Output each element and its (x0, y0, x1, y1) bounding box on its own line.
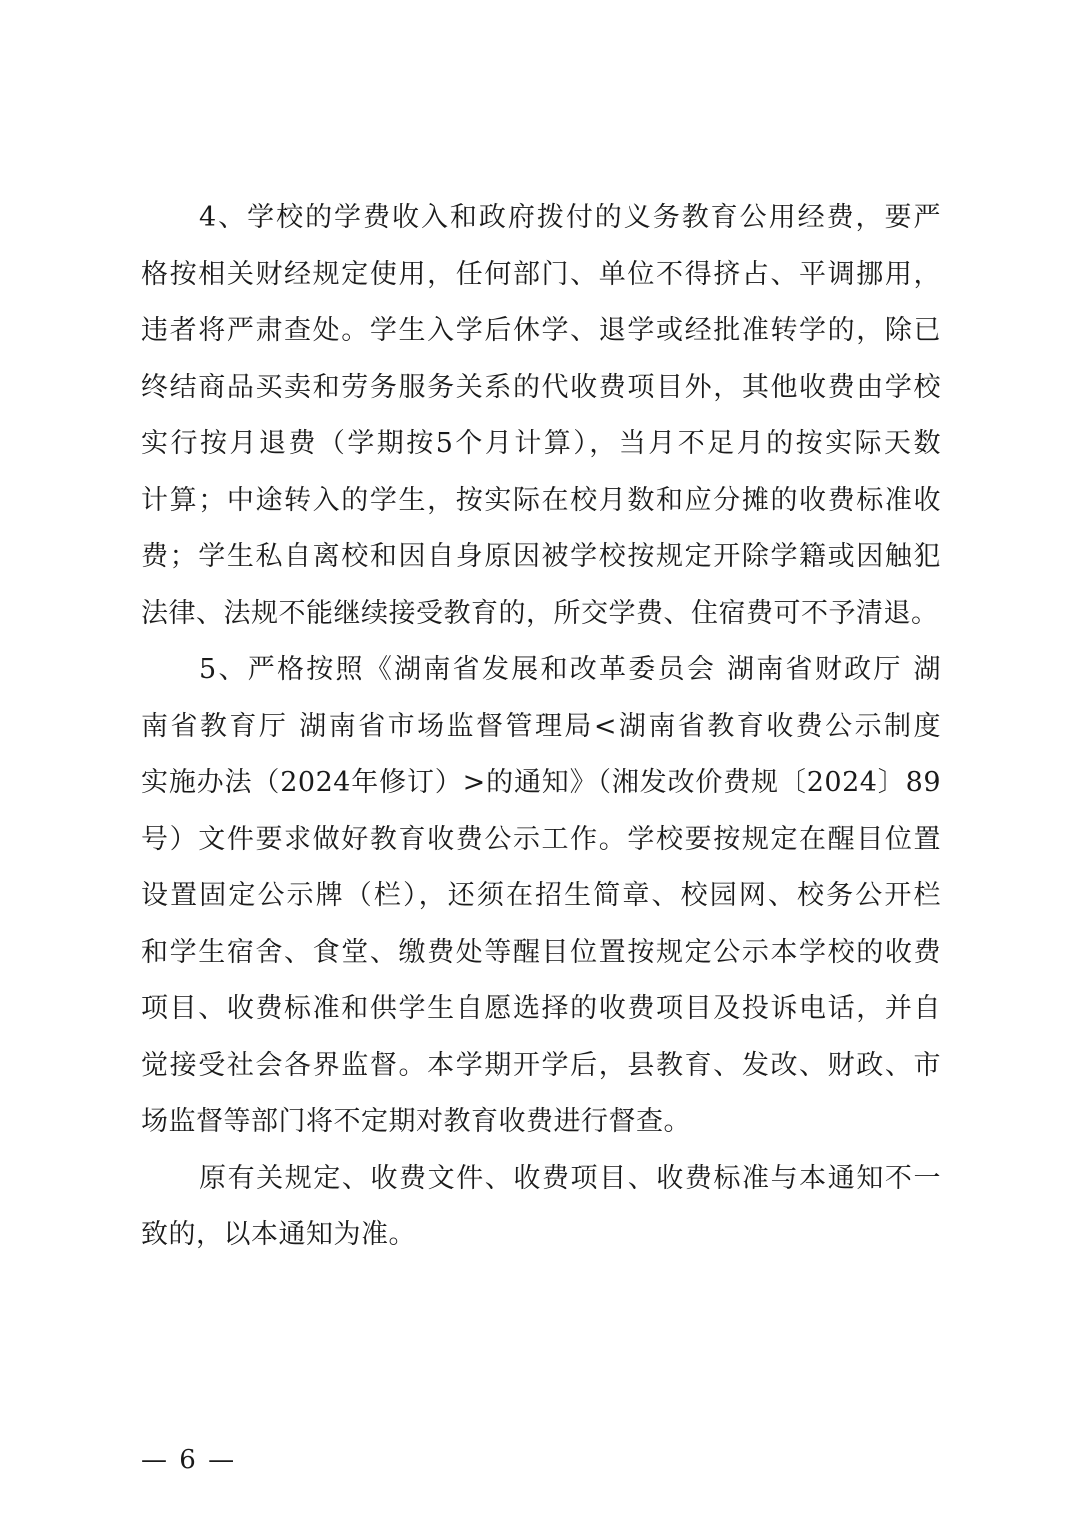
paragraph-4-line-6: 计算；中途转入的学生，按实际在校月数和应分摊的收费标准收 (141, 484, 941, 516)
body-text (141, 190, 941, 1264)
paragraph-4-line-7: 费；学生私自离校和因自身原因被学校按规定开除学籍或因触犯 (141, 541, 941, 572)
closing-paragraph-line-1: 原有关规定、收费文件、收费项目、收费标准与本通知不一 (199, 1162, 941, 1194)
paragraph-4-line-2: 格按相关财经规定使用，任何部门、单位不得挤占、平调挪用， (141, 258, 941, 290)
paragraph-5-line-6: 和学生宿舍、食堂、缴费处等醒目位置按规定公示本学校的收费 (141, 936, 941, 968)
paragraph-5-line-4: 号）文件要求做好教育收费公示工作。学校要按规定在醒目位置 (141, 823, 941, 855)
paragraph-5-line-1: 5、严格按照《湖南省发展和改革委员会 湖南省财政厅 湖 (199, 654, 941, 685)
paragraph-5-line-5: 设置固定公示牌（栏），还须在招生简章、校园网、校务公开栏 (141, 880, 941, 911)
paragraph-4-line-1: 4、学校的学费收入和政府拨付的义务教育公用经费，要严 (199, 202, 941, 233)
paragraph-5-line-9: 场监督等部门将不定期对教育收费进行督查。 (141, 1106, 691, 1137)
paragraph-5-line-7: 项目、收费标准和供学生自愿选择的收费项目及投诉电话，并自 (141, 993, 941, 1024)
paragraph-4-line-3: 违者将严肃查处。学生入学后休学、退学或经批准转学的，除已 (141, 315, 941, 346)
paragraph-4-line-4: 终结商品买卖和劳务服务关系的代收费项目外，其他收费由学校 (141, 371, 941, 403)
paragraph-4-line-5: 实行按月退费（学期按5个月计算），当月不足月的按实际天数 (141, 428, 941, 459)
closing-paragraph-line-2: 致的，以本通知为准。 (141, 1219, 416, 1250)
paragraph-5-line-8: 觉接受社会各界监督。本学期开学后，县教育、发改、财政、市 (141, 1049, 941, 1081)
paragraph-5-line-3: 实施办法（2024年修订）>的通知》（湘发改价费规〔2024〕89 (141, 767, 941, 798)
paragraph-5-line-2: 南省教育厅 湖南省市场监督管理局<湖南省教育收费公示制度 (141, 710, 941, 742)
page-number: — 6 — (141, 1445, 237, 1475)
paragraph-4-line-8: 法律、法规不能继续接受教育的，所交学费、住宿费可不予清退。 (141, 597, 939, 629)
